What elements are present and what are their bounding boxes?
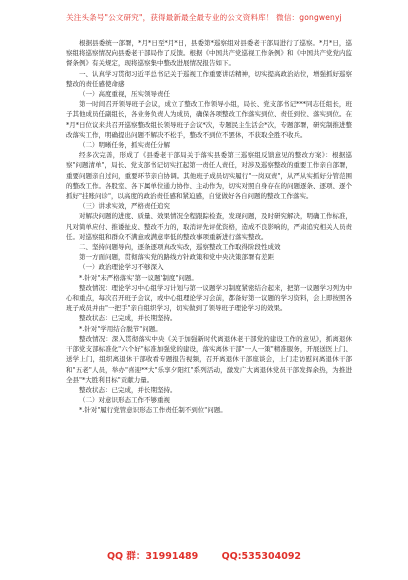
- subheading-2-2: （二）对意识形态工作不够重视: [79, 396, 170, 405]
- paragraph-2: 第一时间召开领导班子会议，成立了整改工作领导小组，局长、党支部书记***同志任组长，班子其他成员任副组长，各业务负责人为成员，确保各项整改工作落实到位、责任到位、落实到位。在*月*日位议来共召开巡察整改组长领导班子会议*次，专题民主生活会*次，专题部署，研究制推进整改落实工作，明确提出问题不解决不松手，整改不到位不罢休，不获取全胜不收兵。: [66, 100, 352, 139]
- subheading-1-1: （一）高度重视，压实领导责任: [79, 90, 170, 99]
- paragraph-11: 整改状态：已完成，并长期坚持。: [79, 385, 177, 394]
- paragraph-10: 整改情况：深入贯彻落实中央《关于加强新时代离退休老干部党的建设工作的意见》，抓离退休干部党支部标准化"六个好"标准加强党的建设，落实离休干部"一人一策"精准服务，开展送医上门、送学上门，组织离退休干部收看专题报告视频，召开离退休干部座谈会，上门走访慰问离退休干部和"五老"人员，举办"喜迎**大"乐享夕阳红"系列活动，激发广大离退休党员干部发挥余热，为推进全县"*大胜利目标"贡献力量。: [66, 334, 352, 384]
- paragraph-4: 对解决问题的进度、质量、效果情况全程跟踪检查，发现问题，及时研究解决，明确工作标准，凡对简单应付、推诿扯皮、整改不力的，取消评先评优资格，造成不良影响的，严肃追究相关人员责任。对巡察组和群众不满意或满意率低的整改事项重新进行落实整改。: [66, 212, 352, 241]
- paragraph-6: *.针对"未严格落实'第一议题'制度"问题。: [79, 273, 198, 282]
- subheading-2-1: （一）政治理论学习不够深入: [79, 263, 164, 272]
- paragraph-intro: 根据县委统一部署，*月*日至*月*日，县委第*巡察组对县委老干部局进行了巡察。*月*日，巡察组将巡察情况向县委老干部局作了反馈。根据《中国共产党巡视工作条例》和《中国共产党党内监督条例》有关规定，现将巡察集中整改进展情况报告如下。: [66, 39, 352, 68]
- paragraph-5: 第一方面问题，贯彻落实党的路线方针政策和党中央决策部署有差距: [79, 253, 274, 262]
- subheading-1-2: （二）明晰任务，抓实责任分解: [79, 141, 170, 150]
- paragraph-3: 经多次完善，形成了《县委老干部局关于落实县委第三巡察组反馈意见的整改方案》：根据巡察"问题清单"，局长、党支部书记切实扛起第一责任人责任，对涉及巡察整改的重要工作亲自部署，重要问题亲自过问，重要环节亲自协调。其他班子成员切实履行"一岗双责"，从严从实抓好分管范围的整改工作。各股室、各下属单位通力协作、主动作为，切实对照自身存在的问题逐条、逐项、逐个抓好"挂账问诊"，以高度的政治责任感和紧迫感，自觉做好各自问题的整改工作落实。: [66, 151, 352, 201]
- footer-qq: QQ:535304092: [221, 551, 302, 562]
- paragraph-9: *.针对"学用结合脱节"问题。: [79, 324, 162, 333]
- subheading-1-3: （三）讲求实效，严格责任追究: [79, 202, 170, 211]
- paragraph-7: 整改情况：理论学习中心组学习计划与第一议题学习制度紧密结合起来，把第一议题学习列为中心和重点，每次召开班子会议，或中心组理论学习会前，都备好第一议题的学习资料，会上即按照各班子成员并由"一把手"亲自组织学习，切实做到了领导班子理论学习的效果。: [66, 283, 352, 313]
- footer-contact: [0, 548, 408, 562]
- section-heading-2: 二、坚持问题导向，逐条逐项真改实改，巡察整改工作取得阶段性成效: [79, 243, 281, 252]
- header-banner: 关注头条号"公文研究"，获得最新最全最专业的公文资料库！ 微信：gongwenyj: [66, 13, 342, 22]
- section-heading-1: 一、认真学习贯彻习近平总书记关于巡视工作重要讲话精神，切实提高政治站位，增强抓好巡察整改的责任感使命感: [66, 69, 352, 88]
- document-body: [66, 38, 352, 416]
- paragraph-12: *.针对"履行党管意识形态工作责任制不到位"问题。: [79, 406, 227, 415]
- footer-qq-group: QQ 群：31991489: [106, 551, 199, 562]
- paragraph-8: 整改状态：已完成，并长期坚持。: [79, 314, 177, 323]
